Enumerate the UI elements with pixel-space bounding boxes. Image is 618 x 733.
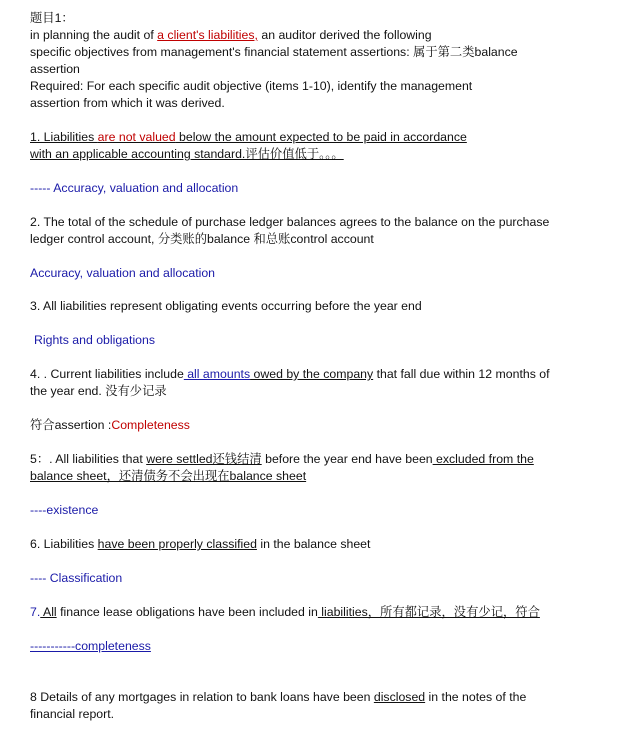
required-line-2: assertion from which it was derived. bbox=[30, 96, 225, 110]
intro-line-3: assertion bbox=[30, 62, 80, 76]
item-5-line-1: 5：. All liabilities that were settled还钱结清 before the year end have been excluded from the bbox=[30, 452, 534, 466]
item-2-answer: Accuracy, valuation and allocation bbox=[30, 266, 216, 280]
item-6-answer: ---- Classification bbox=[30, 571, 123, 585]
item-4-line-1: 4. . Current liabilities include all amounts owed by the company that fall due within 12 months of bbox=[30, 367, 550, 381]
item-5-answer: ----existence bbox=[30, 503, 99, 517]
item-1-line-1: 1. Liabilities are not valued below the amount expected to be paid in accordance bbox=[30, 130, 467, 144]
client-liabilities-link: a client's liabilities, bbox=[157, 28, 258, 42]
question-title: 题目1： bbox=[30, 11, 74, 25]
intro-line-1: in planning the audit of a client's liabilities, an auditor derived the following bbox=[30, 28, 432, 42]
item-3-answer: Rights and obligations bbox=[34, 333, 155, 347]
item-7-answer: -----------completeness bbox=[30, 639, 151, 653]
item-2-line-2: ledger control account, 分类账的balance 和总账control account bbox=[30, 232, 374, 246]
item-6-line-1: 6. Liabilities have been properly classified in the balance sheet bbox=[30, 537, 371, 551]
item-1-answer: ----- Accuracy, valuation and allocation bbox=[30, 181, 239, 195]
item-4-line-2: the year end. 没有少记录 bbox=[30, 384, 167, 398]
item-7-line-1: 7. All finance lease obligations have been included in liabilities，所有都记录，没有少记，符合 bbox=[30, 605, 540, 619]
item-2-line-1: 2. The total of the schedule of purchase ledger balances agrees to the balance on the purchase bbox=[30, 215, 550, 229]
item-8-line-2: financial report. bbox=[30, 707, 115, 721]
required-line-1: Required: For each specific audit objective (items 1-10), identify the management bbox=[30, 79, 473, 93]
item-3-line-1: 3. All liabilities represent obligating events occurring before the year end bbox=[30, 299, 422, 313]
item-8-line-1: 8 Details of any mortgages in relation to bank loans have been disclosed in the notes of the bbox=[30, 690, 527, 704]
item-4-answer: 符合assertion :Completeness bbox=[30, 418, 190, 432]
intro-line-2: specific objectives from management's financial statement assertions: 属于第二类balance bbox=[30, 45, 518, 59]
item-1-line-2: with an applicable accounting standard.评估价值低于。。。 bbox=[30, 147, 344, 161]
item-5-line-2: balance sheet，还清债务不会出现在balance sheet bbox=[30, 469, 307, 483]
